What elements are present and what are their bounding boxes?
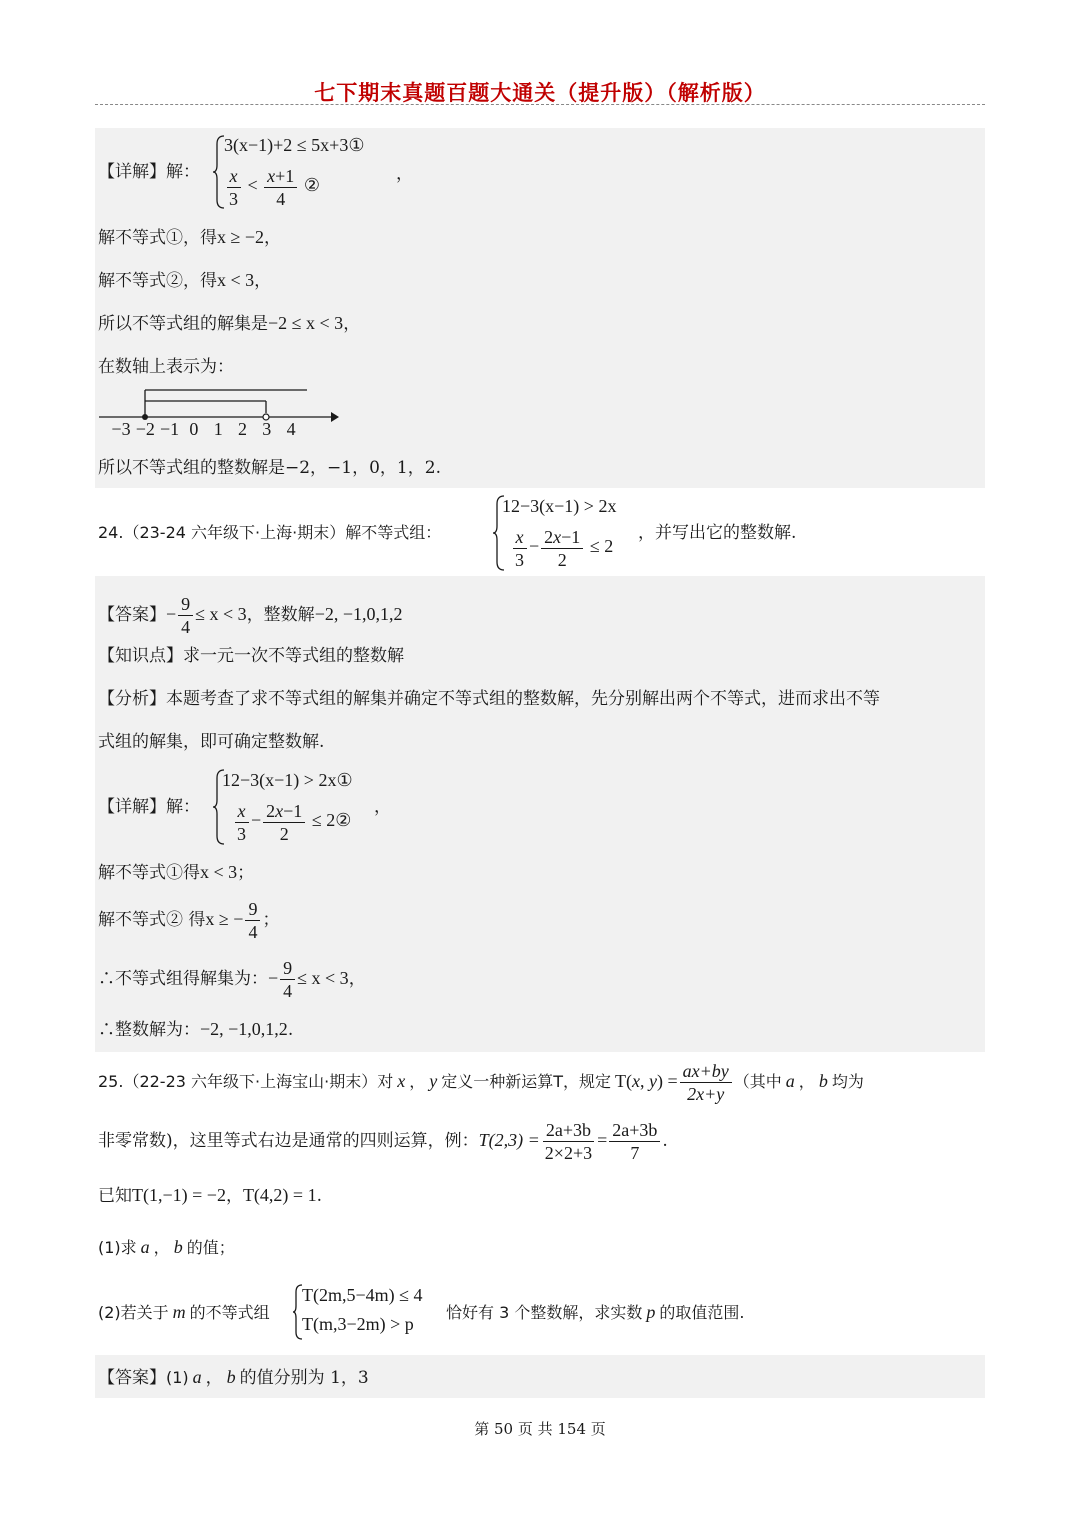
q25-part1: (1)求 a ， b 的值； [98, 1237, 235, 1257]
q23-step2: 解不等式②，得x < 3， [98, 270, 272, 291]
q24-knowledge: 【知识点】求一元一次不等式组的整数解 [98, 646, 404, 666]
q25-stem-line1: 25.（22-23 六年级下·上海宝山·期末）对 x ， y 定义一种新运算T，规定 T(x, y) = $\frac{ax+by}{2x+y}$ （其中 a ， b 均为 [98, 1061, 864, 1104]
q24-analysis-line1: 【分析】本题考查了求不等式组的解集并确定不等式组的整数解，先分别解出两个不等式，进而求出不等 [98, 689, 880, 709]
q24-step1: 解不等式①得x < 3； [98, 862, 255, 883]
q23-step3: 所以不等式组的解集是−2 ≤ x < 3， [98, 313, 361, 334]
q23-system-row2: $\frac{x}{3}$ < $\frac{x+1}{4}$ ② [224, 165, 320, 210]
number-line-tick-label: −2 [135, 419, 155, 439]
q23-step4: 在数轴上表示为： [98, 357, 234, 377]
page-header-title: 七下期末真题百题大通关（提升版）（解析版） [314, 81, 766, 105]
q24-detail-comma: ， [374, 797, 391, 817]
q25-stem-line2: 非零常数)，这里等式右边是通常的四则运算，例：T(2,3) = $\frac{2a+3b}{2\times 2+3}$ = $\frac{2a+3b}{7}$ . [98, 1120, 668, 1163]
q24-stem-prefix: 24.（23-24 六年级下·上海·期末）解不等式组： [98, 523, 442, 542]
q24-step2: 解不等式② 得x ≥ − $\frac{9}{4}$ ； [98, 899, 280, 942]
q25-part2-suffix: 恰好有 3 个整数解，求实数 p 的取值范围. [446, 1302, 745, 1322]
q25-stem-line3: 已知T(1,−1) = −2，T(4,2) = 1. [98, 1185, 322, 1206]
header-divider [95, 104, 985, 105]
q24-system-row2: $\frac{x}{3}$ − $\frac{2x-1}{2}$ ≤ 2 [510, 526, 613, 571]
q25-part2-prefix: (2)若关于 m 的不等式组 [98, 1302, 270, 1322]
q24-system-row1: 12−3(x−1) > 2x [502, 496, 617, 516]
q23-step5: 所以不等式组的整数解是−2，−1，0，1，2. [98, 458, 441, 478]
number-line-tick-label: 1 [213, 419, 223, 439]
page-footer: 第 50 页 共 154 页 [474, 1420, 606, 1438]
q23-detail-label: 【详解】解： [98, 162, 200, 182]
q23-system-row1: 3(x−1)+2 ≤ 5x+3① [224, 135, 365, 155]
number-line-tick-label: 3 [262, 419, 272, 439]
number-line-tick-label: −1 [160, 419, 180, 439]
q24-detail-row2: $\frac{x}{3}$ − $\frac{2x-1}{2}$ ≤ 2② [232, 800, 351, 845]
q24-stem-suffix: ，并写出它的整数解. [638, 523, 797, 543]
number-line-arrow [331, 412, 339, 422]
number-line-tick-label: 4 [286, 419, 296, 439]
q25-part2-row2: T(m,3−2m) > p [302, 1314, 414, 1334]
q24-detail-label: 【详解】解： [98, 797, 200, 817]
q24-step3: ∴不等式组得解集为：− $\frac{9}{4}$ ≤ x < 3， [98, 958, 366, 1001]
number-line-tick-label: 0 [189, 419, 199, 439]
q25-answer: 【答案】(1) a ， b 的值分别为 1，3 [98, 1367, 369, 1388]
q23-step1: 解不等式①，得x ≥ −2， [98, 227, 282, 248]
q23-system-comma: ， [396, 164, 413, 184]
q24-analysis-line2: 式组的解集，即可确定整数解. [98, 732, 325, 752]
q25-part2-row1: T(2m,5−4m) ≤ 4 [302, 1285, 423, 1305]
q24-detail-row1: 12−3(x−1) > 2x① [222, 770, 353, 790]
q24-answer: 【答案】− $\frac{9}{4}$ ≤ x < 3，整数解−2, −1,0,1,2 [98, 594, 403, 637]
q23-number-line [95, 385, 355, 445]
q24-step4: ∴整数解为：−2, −1,0,1,2. [98, 1019, 294, 1040]
number-line-tick-label: 2 [238, 419, 247, 439]
number-line-tick-label: −3 [111, 419, 131, 439]
